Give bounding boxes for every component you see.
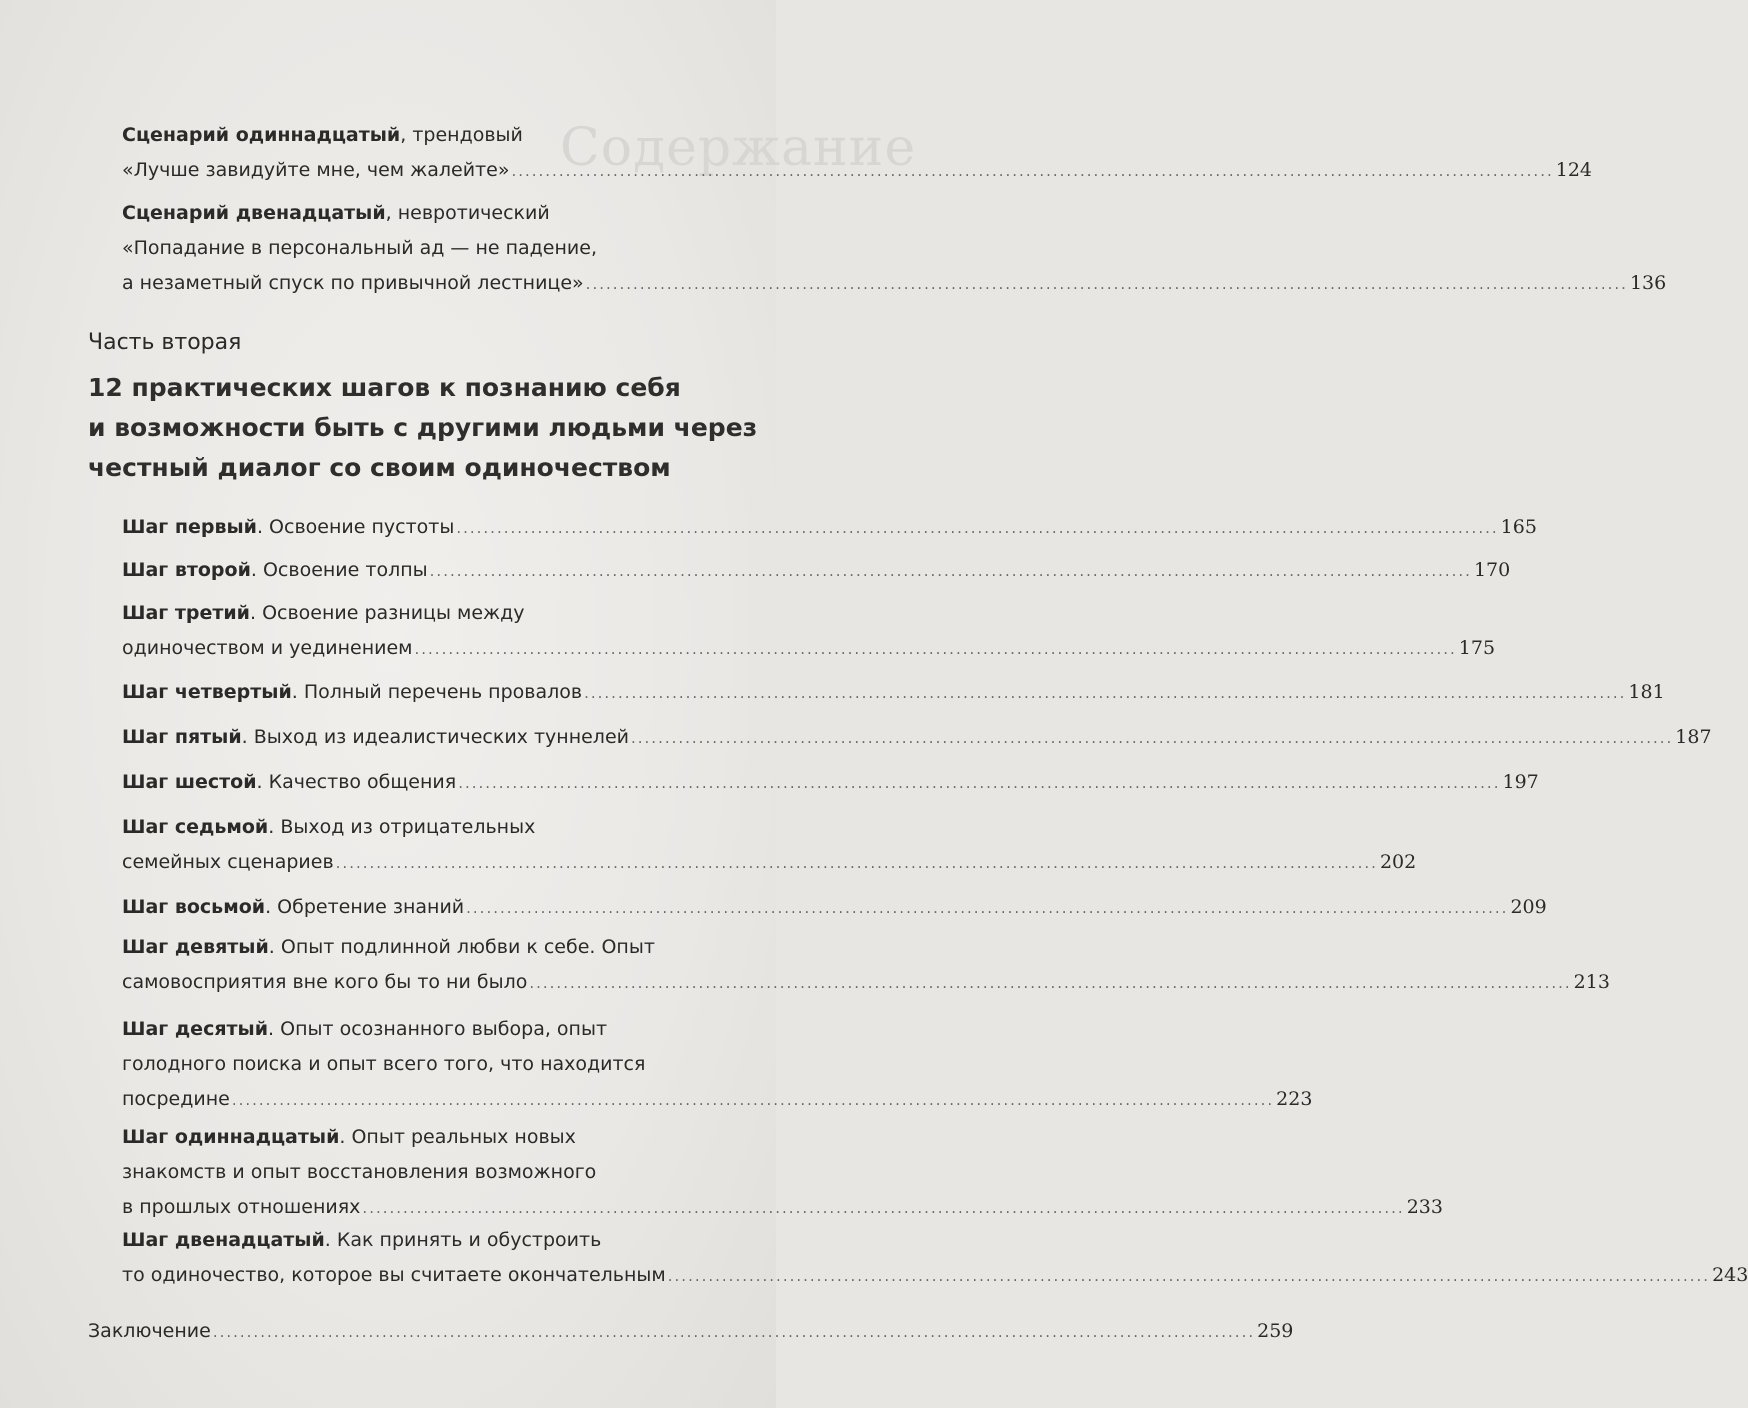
entry-heading: Шаг седьмой (122, 816, 269, 838)
entry-text: . Освоение разницы между (249, 602, 525, 624)
leader-dots (232, 1083, 1274, 1118)
toc-entry-step-3[interactable] (122, 596, 1496, 667)
entry-text: . Полный перечень провалов (291, 681, 583, 703)
entry-heading: Шаг второй (122, 559, 251, 581)
entry-text: . Обретение знаний (265, 896, 465, 918)
part-title-line: 12 практических шагов к познанию себя (88, 373, 681, 402)
entry-last-line (122, 675, 1665, 711)
entry-heading: Сценарий двенадцатый (122, 202, 386, 224)
page-number: 197 (1502, 771, 1539, 793)
entry-heading-line (122, 930, 720, 965)
toc-entry-step-4[interactable] (122, 675, 1665, 711)
entry-text: «Попадание в персональный ад — не падение, (122, 237, 597, 259)
entry-heading: Шаг первый (122, 516, 257, 538)
page-number: 165 (1500, 516, 1537, 538)
page-number: 223 (1276, 1088, 1313, 1110)
page-number: 181 (1628, 681, 1665, 703)
entry-last-line (122, 1190, 1443, 1226)
leader-dots (456, 511, 1498, 546)
page-number: 136 (1629, 272, 1667, 294)
entry-last-line (122, 553, 1511, 589)
entry-heading: Шаг одиннадцатый (122, 1126, 340, 1148)
entry-last-line (122, 153, 1593, 189)
entry-text: а незаметный спуск по привычной лестнице» (122, 272, 584, 294)
entry-heading: Заключение (88, 1320, 211, 1342)
leader-dots (586, 267, 1628, 302)
entry-heading: Шаг девятый (122, 936, 269, 958)
entry-line (122, 1047, 720, 1082)
leader-dots (466, 891, 1508, 926)
part-title-line: честный диалог со своим одиночеством (88, 453, 671, 482)
toc-entry-step-7[interactable] (122, 810, 1417, 881)
entry-heading: Шаг четвертый (122, 681, 292, 703)
leader-dots (362, 1191, 1404, 1226)
entry-text: . Освоение пустоты (256, 516, 455, 538)
entry-last-line (122, 510, 1537, 546)
toc-entry-step-8[interactable] (122, 890, 1547, 926)
leader-dots (213, 1315, 1255, 1350)
entry-text: . Опыт подлинной любви к себе. Опыт (268, 936, 655, 958)
leader-dots (458, 766, 1500, 801)
toc-entry-step-12[interactable] (122, 1223, 1748, 1294)
page-number: 213 (1573, 971, 1610, 993)
entry-heading-line (122, 196, 720, 231)
entry-last-line (122, 266, 1667, 302)
entry-last-line (122, 890, 1547, 926)
page-number: 243 (1712, 1264, 1748, 1286)
entry-text: «Лучше завидуйте мне, чем жалейте» (122, 159, 510, 181)
entry-heading-line (122, 810, 720, 845)
entry-text: . Качество общения (256, 771, 457, 793)
entry-heading: Шаг третий (122, 602, 250, 624)
entry-text: посредине (122, 1088, 230, 1110)
entry-heading: Шаг шестой (122, 771, 257, 793)
entry-text: знакомств и опыт восстановления возможного (122, 1161, 597, 1183)
toc-entry-step-11[interactable] (122, 1120, 1443, 1226)
entry-text: . Выход из отрицательных (268, 816, 536, 838)
part-label: Часть вторая (88, 330, 242, 355)
entry-text: . Освоение толпы (250, 559, 428, 581)
toc-entry-step-5[interactable] (122, 720, 1712, 756)
entry-last-line (122, 631, 1496, 667)
leader-dots (668, 1259, 1710, 1294)
entry-subtitle: , трендовый (400, 124, 523, 146)
leader-dots (511, 154, 1553, 189)
entry-line (122, 231, 720, 266)
toc-entry-step-6[interactable] (122, 765, 1539, 801)
entry-last-line (122, 720, 1712, 756)
page-number: 209 (1510, 896, 1547, 918)
entry-heading: Шаг десятый (122, 1018, 269, 1040)
bleed-through-heading: Содержание (560, 118, 917, 178)
leader-dots (631, 721, 1673, 756)
page-number: 170 (1473, 559, 1511, 581)
leader-dots (430, 554, 1472, 589)
entry-heading: Шаг двенадцатый (122, 1229, 325, 1251)
page-number: 259 (1257, 1320, 1294, 1342)
entry-text: в прошлых отношениях (122, 1196, 361, 1218)
entry-text: голодного поиска и опыт всего того, что находится (122, 1053, 646, 1075)
toc-entry-step-10[interactable] (122, 1012, 1313, 1118)
part-title (88, 368, 758, 488)
entry-last-line (88, 1314, 1294, 1350)
leader-dots (529, 966, 1571, 1001)
entry-text: самовосприятия вне кого бы то ни было (122, 971, 528, 993)
toc-entry-step-1[interactable] (122, 510, 1537, 546)
entry-heading-line (122, 1012, 720, 1047)
entry-heading-line (122, 118, 720, 153)
part-title-line: и возможности быть с другими людьми через (88, 413, 758, 442)
entry-last-line (122, 765, 1539, 801)
entry-heading-line (122, 1120, 720, 1155)
page-number: 124 (1555, 159, 1593, 181)
toc-entry-step-2[interactable] (122, 553, 1511, 589)
entry-text: . Опыт осознанного выбора, опыт (268, 1018, 608, 1040)
leader-dots (336, 846, 1378, 881)
page-number: 175 (1458, 637, 1496, 659)
entry-line (122, 1155, 720, 1190)
toc-entry-conclusion[interactable] (88, 1314, 1294, 1350)
entry-text: семейных сценариев (122, 851, 334, 873)
page-number: 233 (1406, 1196, 1443, 1218)
entry-last-line (122, 845, 1417, 881)
entry-text: . Как принять и обустроить (324, 1229, 602, 1251)
entry-last-line (122, 965, 1610, 1001)
page-number: 187 (1675, 726, 1712, 748)
page-number: 202 (1379, 851, 1417, 873)
entry-text: одиночеством и уединением (122, 637, 413, 659)
entry-text: . Выход из идеалистических туннелей (241, 726, 629, 748)
toc-entry-scenario-12[interactable] (122, 196, 1667, 302)
entry-subtitle: , невротический (385, 202, 550, 224)
entry-heading: Шаг пятый (122, 726, 242, 748)
entry-text: то одиночество, которое вы считаете окончательным (122, 1264, 666, 1286)
toc-entry-step-9[interactable] (122, 930, 1610, 1001)
entry-heading-line (122, 596, 720, 631)
entry-text: . Опыт реальных новых (339, 1126, 576, 1148)
entry-last-line (122, 1258, 1748, 1294)
entry-last-line (122, 1082, 1313, 1118)
entry-heading-line (122, 1223, 720, 1258)
leader-dots (415, 632, 1457, 667)
entry-heading: Сценарий одиннадцатый (122, 124, 401, 146)
entry-heading: Шаг восьмой (122, 896, 266, 918)
leader-dots (584, 676, 1626, 711)
